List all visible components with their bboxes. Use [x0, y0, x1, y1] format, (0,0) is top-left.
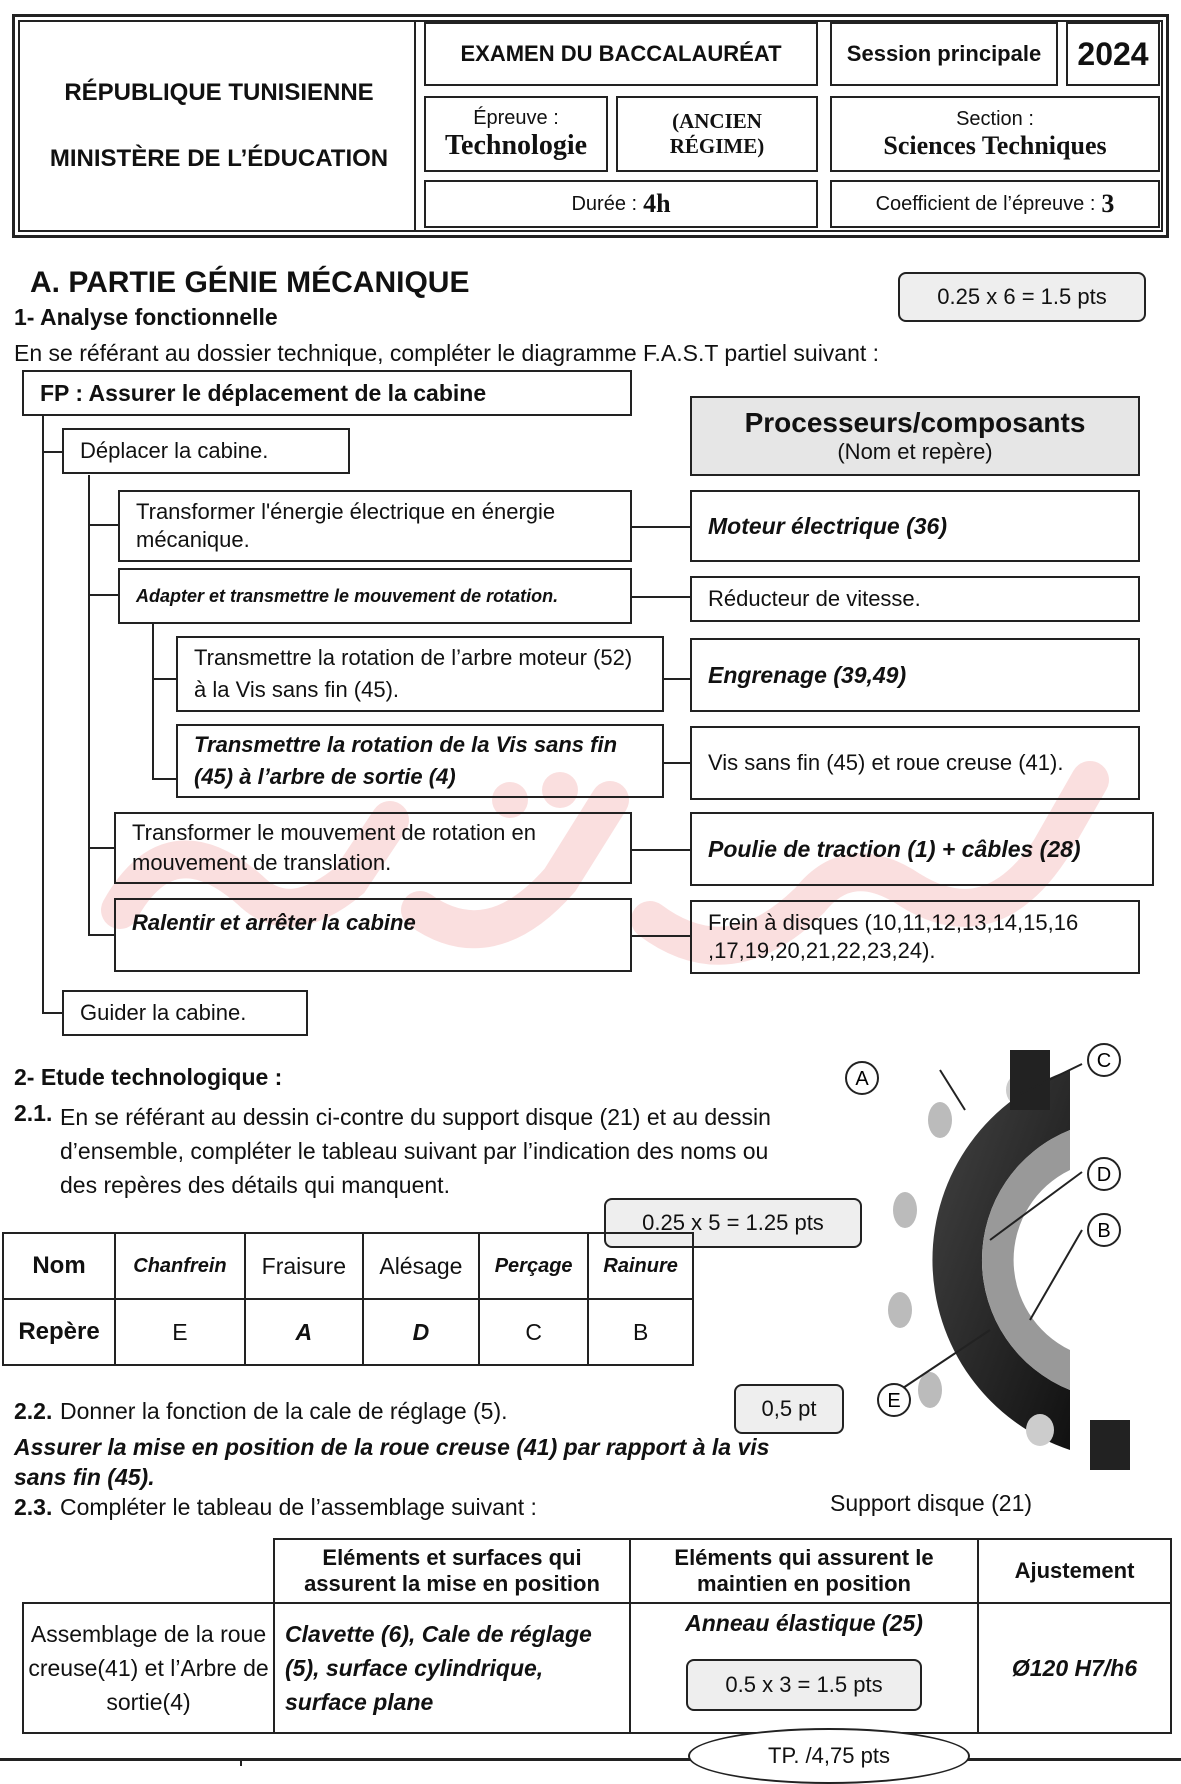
- table-name-cell: Fraisure: [245, 1233, 363, 1299]
- fig-label: D: [1096, 1164, 1112, 1186]
- fast-line-p12: [632, 596, 690, 598]
- assembly-row-label: Assemblage de la roue creuse(41) et l’Arbre de sortie(4): [23, 1603, 274, 1733]
- assembly-maintien-value: Anneau élastique (25): [685, 1610, 923, 1636]
- table-repere-cell: B: [588, 1299, 693, 1365]
- fast-fp: FP : Assurer le déplacement de la cabine: [22, 370, 632, 416]
- fast-line-f14: [88, 934, 114, 936]
- fast-f121: Transmettre la rotation de l’arbre moteur (52) à la Vis sans fin (45).: [176, 636, 664, 712]
- fast-line-sub: [88, 475, 90, 935]
- fast-line-f121: [152, 678, 176, 680]
- fast-line-f122: [152, 778, 176, 780]
- epreuve-cell: [424, 96, 608, 172]
- table-name-cell: Perçage: [479, 1233, 588, 1299]
- fast-line-sub2: [152, 624, 154, 780]
- proc-p11: Moteur électrique (36): [690, 490, 1140, 562]
- fast-f2: Guider la cabine.: [62, 990, 308, 1036]
- assembly-table: [22, 1538, 1172, 1734]
- fast-line-f11: [88, 524, 118, 526]
- tp-total-badge: TP. /4,75 pts: [688, 1728, 970, 1784]
- q23-text: Compléter le tableau de l’assemblage suivant :: [60, 1494, 537, 1520]
- fig-label: C: [1096, 1050, 1112, 1072]
- proc-title: Processeurs/composants: [744, 407, 1086, 438]
- q22-answer: Assurer la mise en position de la roue creuse (41) par rapport à la vis sans fin (45).: [14, 1434, 770, 1490]
- assembly-head-ajust: Ajustement: [978, 1539, 1171, 1603]
- q1-instruction: En se référant au dossier technique, compléter le diagramme F.A.S.T partiel suivant :: [14, 340, 880, 366]
- fast-line-f1: [42, 451, 62, 453]
- part-a-title: A. PARTIE GÉNIE MÉCANIQUE: [30, 266, 470, 299]
- table-row-names: [3, 1233, 693, 1299]
- assembly-head-maintien: Eléments qui assurent le maintien en position: [630, 1539, 978, 1603]
- q23-num: 2.3.: [14, 1494, 53, 1520]
- q1-points-badge: 0.25 x 6 = 1.5 pts: [898, 272, 1146, 322]
- duree-cell: [424, 180, 818, 228]
- fast-line-f12: [88, 594, 118, 596]
- fig-label: E: [887, 1390, 901, 1412]
- details-table: [2, 1232, 694, 1366]
- fast-f13: Transformer le mouvement de rotation en mouvement de translation.: [114, 812, 632, 884]
- table-name-cell: Chanfrein: [115, 1233, 245, 1299]
- q1-title: 1- Analyse fonctionnelle: [14, 304, 278, 330]
- fast-line-p11: [632, 526, 690, 528]
- q21-num: 2.1.: [14, 1100, 53, 1126]
- exam-title: EXAMEN DU BACCALAURÉAT: [424, 22, 818, 86]
- fast-line-p13: [632, 849, 690, 851]
- session-cell: Session principale: [830, 22, 1058, 86]
- section-value: Sciences Techniques: [883, 130, 1107, 160]
- table-repere-cell: D: [363, 1299, 479, 1365]
- support-disque-figure: [820, 1030, 1180, 1470]
- q2-title: 2- Etude technologique :: [14, 1064, 283, 1090]
- fast-line-p14: [632, 935, 690, 937]
- proc-sub: (Nom et repère): [837, 439, 993, 464]
- fast-line-f13: [88, 847, 114, 849]
- proc-p14: Frein à disques (10,11,12,13,14,15,16 ,17,19,20,21,22,23,24).: [690, 900, 1140, 974]
- fast-f11: Transformer l'énergie électrique en énergie mécanique.: [118, 490, 632, 562]
- duree-label: Durée :: [571, 192, 638, 215]
- coef-value: 3: [1101, 189, 1115, 218]
- fig-label: A: [855, 1068, 869, 1090]
- table-name-cell: Rainure: [588, 1233, 693, 1299]
- regime-line2: RÉGIME): [669, 134, 765, 158]
- duree-value: 4h: [643, 189, 671, 218]
- fast-f1: Déplacer la cabine.: [62, 428, 350, 474]
- table-head-repere: Repère: [3, 1299, 115, 1365]
- assembly-mp-cell: Clavette (6), Cale de réglage (5), surface cylindrique, surface plane: [274, 1603, 630, 1733]
- regime-cell: [616, 96, 818, 172]
- assembly-ajust-cell: Ø120 H7/h6: [978, 1603, 1171, 1733]
- coef-label: Coefficient de l’épreuve :: [875, 192, 1096, 215]
- q22-points-badge: 0,5 pt: [734, 1384, 844, 1434]
- fast-f14: Ralentir et arrêter la cabine: [114, 898, 632, 972]
- figure-caption: Support disque (21): [830, 1490, 1033, 1516]
- fast-f12: Adapter et transmettre le mouvement de rotation.: [118, 568, 632, 624]
- q21-text: En se référant au dessin ci-contre du support disque (21) et au dessin d’ensemble, compléter le tableau suivant par l’indication des noms ou des repères des détails qui manquent.: [60, 1104, 771, 1198]
- table-repere-cell: C: [479, 1299, 588, 1365]
- epreuve-label: Épreuve :: [473, 106, 559, 129]
- assembly-table-row: [23, 1603, 1171, 1733]
- fast-line-p122: [664, 762, 690, 764]
- epreuve-value: Technologie: [444, 129, 588, 161]
- proc-header: [690, 396, 1140, 476]
- section-cell: [830, 96, 1160, 172]
- bottom-rule: [0, 1758, 1181, 1761]
- fig-label: B: [1097, 1220, 1111, 1242]
- table-repere-cell: E: [115, 1299, 245, 1365]
- table-row-reperes: [3, 1299, 693, 1365]
- proc-p122: Vis sans fin (45) et roue creuse (41).: [690, 726, 1140, 800]
- proc-p121: Engrenage (39,49): [690, 638, 1140, 712]
- proc-p12: Réducteur de vitesse.: [690, 576, 1140, 622]
- q21-points-badge: 0.25 x 5 = 1.25 pts: [604, 1198, 862, 1248]
- table-name-cell: Alésage: [363, 1233, 479, 1299]
- regime-line1: (ANCIEN: [672, 109, 762, 133]
- table-head-nom: Nom: [3, 1233, 115, 1299]
- assembly-table-head: [23, 1539, 1171, 1603]
- republic-text: RÉPUBLIQUE TUNISIENNE: [64, 79, 374, 106]
- section-label: Section :: [956, 107, 1034, 130]
- fast-line-main: [42, 414, 44, 1014]
- year-cell: 2024: [1066, 22, 1160, 86]
- t2-points-badge: 0.5 x 3 = 1.5 pts: [686, 1659, 922, 1711]
- table-repere-cell: A: [245, 1299, 363, 1365]
- ministry-text: MINISTÈRE DE L’ÉDUCATION: [49, 145, 389, 172]
- header-republic-cell: [24, 20, 416, 232]
- q22-text: Donner la fonction de la cale de réglage (5).: [60, 1398, 508, 1424]
- assembly-maintien-cell: [630, 1603, 978, 1733]
- fast-f122: Transmettre la rotation de la Vis sans fin (45) à l’arbre de sortie (4): [176, 724, 664, 798]
- assembly-head-mp: Eléments et surfaces qui assurent la mise en position: [274, 1539, 630, 1603]
- assembly-corner: [23, 1539, 274, 1603]
- q22-num: 2.2.: [14, 1398, 53, 1424]
- proc-p13: Poulie de traction (1) + câbles (28): [690, 812, 1154, 886]
- bottom-tick: [240, 1758, 242, 1766]
- coef-cell: [830, 180, 1160, 228]
- fast-line-p121: [664, 678, 690, 680]
- fast-line-f2: [42, 1012, 62, 1014]
